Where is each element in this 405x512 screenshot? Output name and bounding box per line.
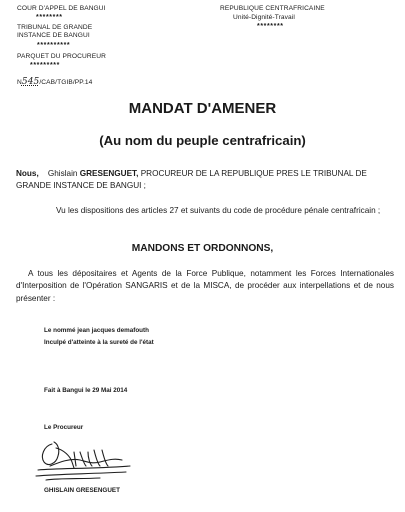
vu-paragraph: Vu les dispositions des articles 27 et suivants du code de procédure pénale centrafricain ; [56, 206, 381, 215]
ref-suffix: /CAB/TGIB/PP.14 [39, 79, 93, 86]
prosecutor-last-name: GRESENGUET, [79, 169, 139, 178]
separator-stars: ********** [37, 42, 71, 49]
place-date: Fait à Bangui le 29 Mai 2014 [44, 387, 128, 394]
separator-stars: ******** [257, 23, 284, 30]
handwritten-signature [30, 436, 140, 494]
nous-text: PROCUREUR DE LA REPUBLIQUE PRES LE TRIBUNAL DE GRANDE INSTANCE DE BANGUI ; [16, 169, 367, 191]
national-motto: Unité-Dignité-Travail [233, 14, 295, 21]
separator-stars: ********* [30, 62, 60, 69]
nous-paragraph [16, 168, 391, 193]
document-subtitle: (Au nom du peuple centrafricain) [99, 133, 306, 148]
prosecutor-first-name: Ghislain [47, 169, 78, 178]
tribunal-line-1: TRIBUNAL DE GRANDE [17, 24, 93, 31]
tribunal-line-2: INSTANCE DE BANGUI [17, 32, 90, 39]
parquet-label: PARQUET DU PROCUREUR [17, 53, 106, 60]
mandons-heading: MANDONS ET ORDONNONS, [131, 243, 274, 254]
ref-prefix: N [17, 79, 22, 86]
court-of-appeal: COUR D'APPEL DE BANGUI [17, 5, 106, 12]
ref-handwritten-number: 545 [21, 77, 40, 87]
signatory-name: GHISLAIN GRESENGUET [44, 487, 120, 494]
nous-label: Nous, [16, 169, 39, 178]
order-paragraph: A tous les dépositaires et Agents de la Force Publique, notamment les Forces Internationales d'Interposition de l'Opération SANGARIS et de la MISCA, de procéder aux interpellations et de nous présenter : [16, 269, 394, 303]
separator-stars: ******** [36, 14, 63, 21]
charge-text: Inculpé d'atteinte à la sureté de l'état [44, 339, 154, 346]
document-title: MANDAT D'AMENER [128, 100, 277, 117]
person-name: Le nommé jean jacques demafouth [44, 327, 149, 334]
reference-number [17, 78, 92, 88]
republic-name: REPUBLIQUE CENTRAFRICAINE [220, 5, 325, 12]
signatory-title: Le Procureur [44, 424, 84, 431]
